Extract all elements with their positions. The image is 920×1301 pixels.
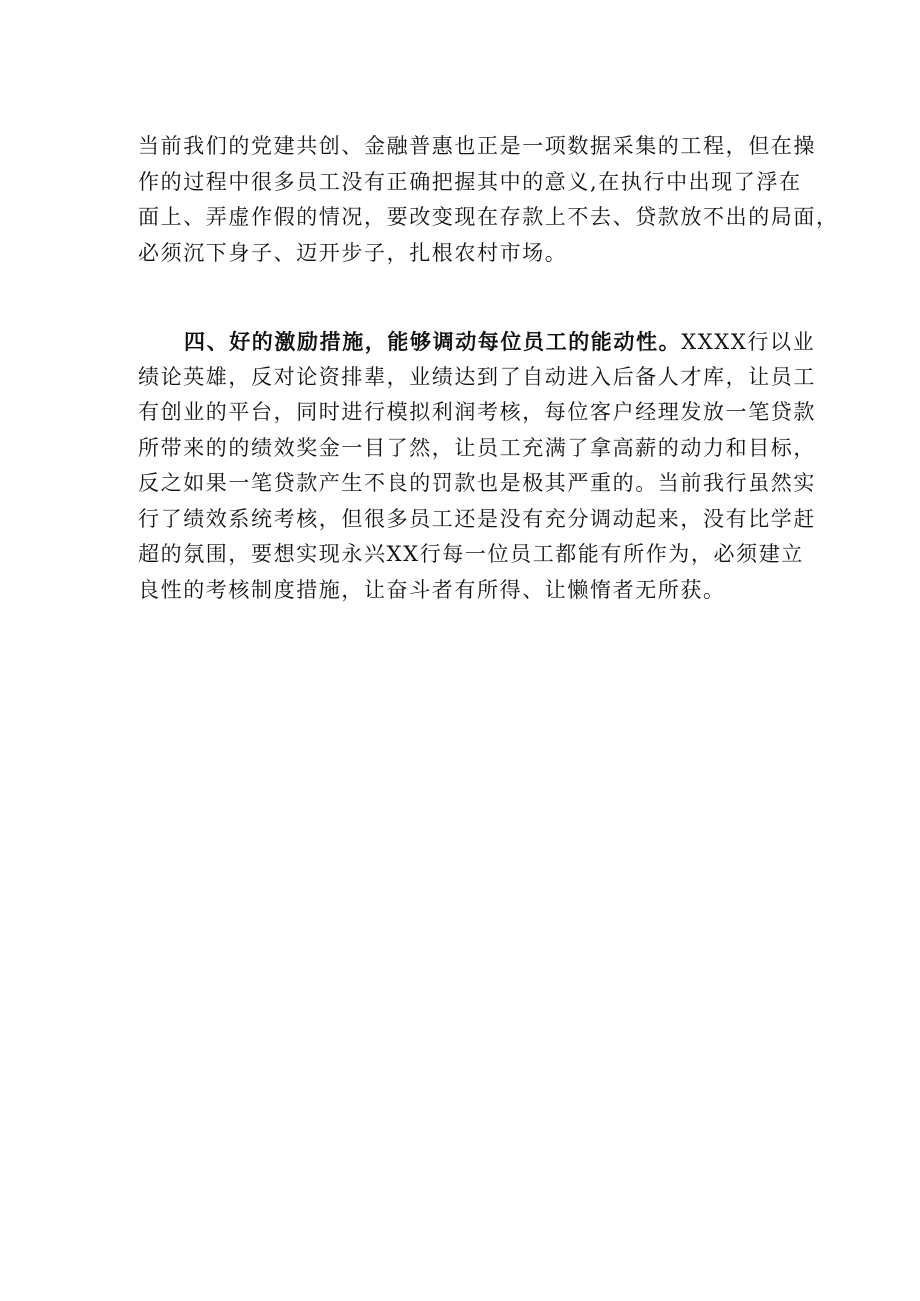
paragraph-line: 超的氛围，要想实现永兴XX行每一位员工都能有所作为，必须建立 bbox=[138, 542, 804, 566]
paragraph-line: 有创业的平台，同时进行模拟利润考核，每位客户经理发放一笔贷款 bbox=[138, 400, 816, 424]
paragraph-line: 良性的考核制度措施，让奋斗者有所得、让懒惰者无所获。 bbox=[138, 577, 726, 602]
paragraph-first-line bbox=[138, 324, 816, 360]
paragraph-line: 反之如果一笔贷款产生不良的罚款也是极其严重的。当前我行虽然实 bbox=[138, 471, 816, 495]
paragraph-party-building bbox=[138, 129, 839, 271]
paragraph-line: 当前我们的党建共创、金融普惠也正是一项数据采集的工程，但在操 bbox=[138, 134, 816, 158]
paragraph-line: 必须沉下身子、迈开步子，扎根农村市场。 bbox=[138, 240, 568, 265]
paragraph-line: 绩论英雄，反对论资排辈，业绩达到了自动进入后备人才库，让员工 bbox=[138, 364, 816, 389]
paragraph-line: 作的过程中很多员工没有正确把握其中的意义,在执行中出现了浮在 bbox=[138, 169, 802, 194]
paragraph-line: 面上、弄虚作假的情况，要改变现在存款上不去、贷款放不出的局面， bbox=[138, 205, 839, 229]
paragraph-line: 所带来的的绩效奖金一目了然，让员工充满了拿高薪的动力和目标， bbox=[138, 435, 816, 460]
section-heading: 四、好的激励措施，能够调动每位员工的能动性。 bbox=[184, 329, 682, 354]
paragraph-line: 行了绩效系统考核，但很多员工还是没有充分调动起来，没有比学赶 bbox=[138, 506, 816, 531]
paragraph-incentive-measures bbox=[138, 324, 816, 608]
paragraph-text: XXXX行以业 bbox=[681, 330, 816, 354]
